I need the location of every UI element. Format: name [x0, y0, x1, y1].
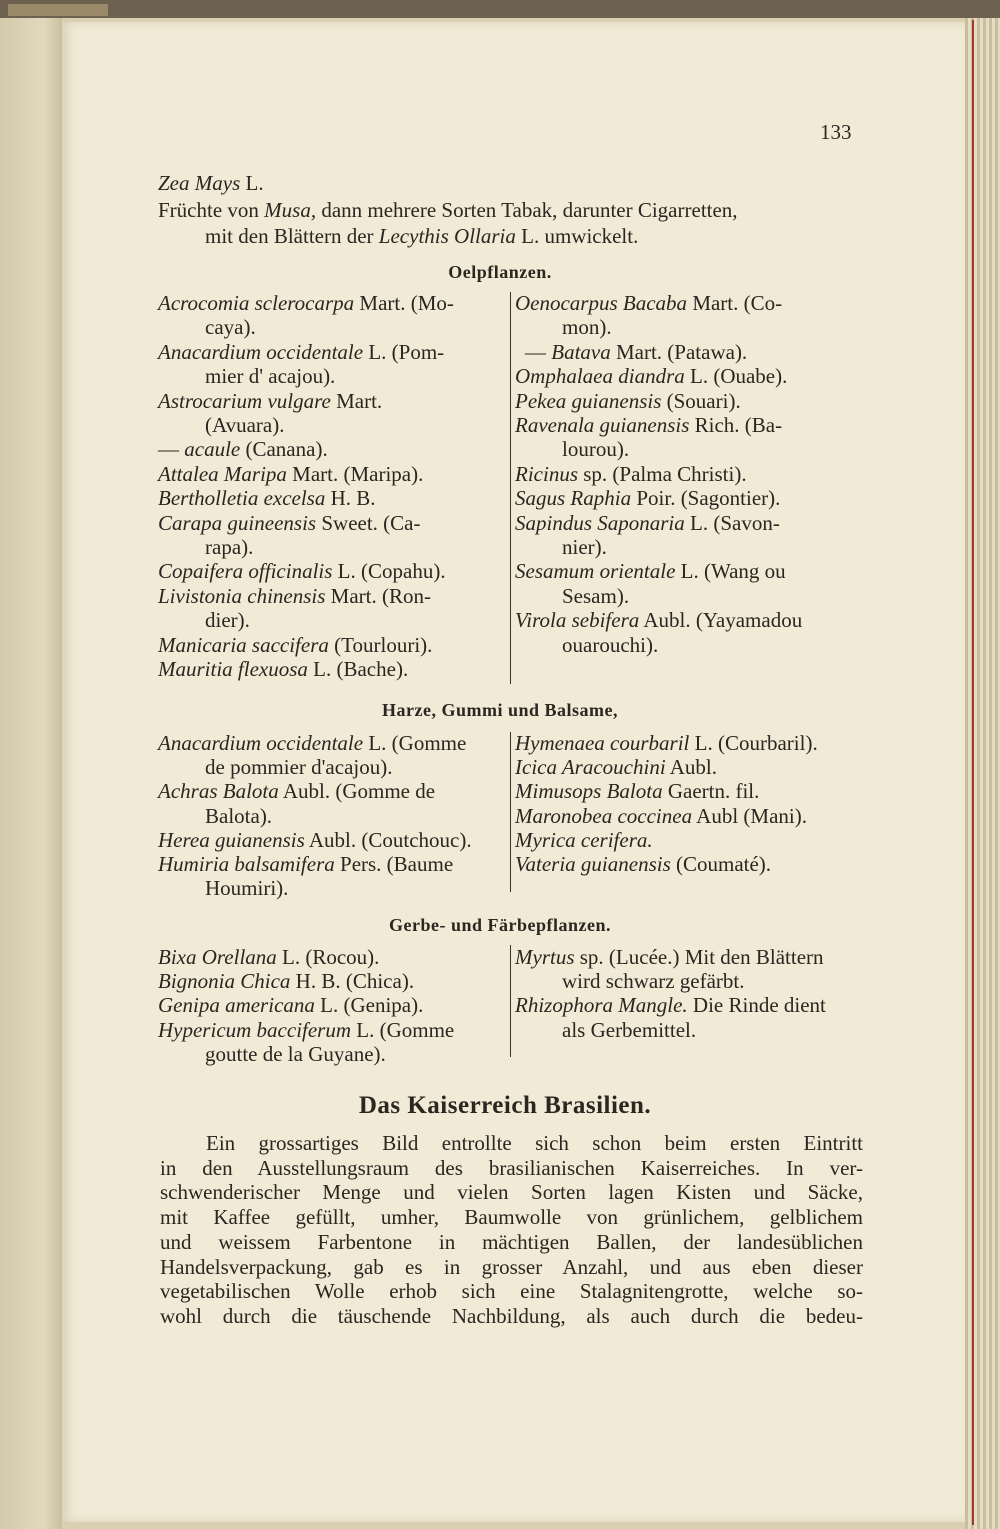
intro-line	[205, 223, 638, 249]
latin-name: Attalea Maripa	[158, 461, 287, 486]
entry-right	[515, 607, 802, 633]
plain-text: H. B. (Chica).	[290, 969, 415, 994]
plain-text: Mart. (Mo-	[354, 291, 454, 315]
plain-text: L. (Gomme	[363, 731, 467, 755]
red-page-edge	[972, 20, 974, 1525]
paragraph-line: Handelsverpackung, gab es in grosser Anzahl, und aus eben dieser	[160, 1254, 863, 1279]
entry-left	[158, 461, 423, 487]
entry-left	[158, 632, 432, 658]
plain-text: nier).	[562, 535, 607, 559]
latin-name: Copaifera officinalis	[158, 559, 333, 584]
latin-name: Hymenaea courbaril	[515, 731, 690, 755]
column-divider-gerbe	[510, 945, 511, 1057]
entry-right	[562, 583, 629, 609]
plain-text: ouarouchi).	[562, 632, 659, 657]
plain-text: Sesam).	[562, 583, 630, 608]
plain-text: L. (Bache).	[307, 657, 409, 681]
latin-name: Bertholletia excelsa	[158, 486, 326, 511]
entry-right	[515, 558, 786, 584]
plain-text: Sweet. (Ca-	[316, 510, 421, 535]
entry-right	[515, 290, 782, 316]
latin-name: Icica Aracouchini	[515, 755, 666, 780]
plain-text: —	[525, 339, 552, 364]
entry-right	[515, 461, 747, 487]
latin-name: Sesamum orientale	[515, 559, 676, 584]
section-title: Das Kaiserreich Brasilien.	[358, 1092, 652, 1119]
plain-text: Aubl. (Coutchouc).	[304, 827, 472, 852]
entry-right	[562, 632, 658, 658]
entry-left	[158, 436, 328, 462]
plain-text: L. umwickelt.	[515, 224, 639, 248]
latin-name: Ricinus	[515, 461, 578, 486]
heading-oelpflanzen: Oelpflanzen.	[448, 262, 552, 282]
entry-left	[158, 730, 466, 756]
paragraph-line: und weissem Farbentone in mächtigen Ballen, der landesüblichen	[160, 1229, 863, 1254]
column-divider-oel	[510, 292, 511, 684]
plain-text: Mart. (Co-	[687, 291, 783, 315]
plain-text: mit den Blättern der	[205, 224, 379, 248]
plain-text: goutte de la Guyane).	[205, 1041, 386, 1066]
plain-text: dier).	[205, 608, 250, 633]
plain-text: Früchte von	[158, 198, 265, 222]
plain-text: L. (Rocou).	[276, 945, 380, 969]
page-edges	[965, 18, 1000, 1529]
entry-left	[158, 388, 382, 414]
entry-left	[205, 314, 256, 340]
plain-text: Aubl.	[665, 755, 717, 780]
latin-name: Omphalaea diandra	[515, 364, 685, 389]
entry-left	[158, 656, 408, 682]
entry-left	[158, 339, 444, 365]
plain-text: sp. (Lucée.) Mit den Blättern	[574, 945, 824, 969]
latin-name: Musa,	[264, 198, 317, 222]
plain-text: mon).	[562, 315, 612, 340]
latin-name: Herea guianensis	[158, 827, 305, 852]
entry-right	[515, 827, 653, 853]
entry-left	[158, 290, 454, 316]
paragraph-line: in den Ausstellungsraum des brasilianischen Kaiserreiches. In ver-	[160, 1155, 863, 1180]
plain-text: L. (Gomme	[351, 1017, 455, 1042]
entry-left	[158, 968, 414, 994]
plain-text: Aubl. (Yayamadou	[639, 608, 803, 633]
plain-text: Mart. (Ron-	[325, 583, 431, 608]
latin-name: acaule	[184, 437, 241, 462]
latin-name: Sapindus Saponaria	[515, 510, 685, 535]
latin-name: Bignonia Chica	[158, 969, 291, 994]
plain-text: Houmiri).	[205, 876, 289, 901]
spine-decoration	[8, 4, 108, 16]
latin-name: Manicaria saccifera	[158, 632, 329, 657]
latin-name: Carapa guineensis	[158, 510, 317, 535]
plain-text: Poir. (Sagontier).	[631, 486, 781, 511]
plain-text: de pommier d'acajou).	[205, 755, 393, 780]
latin-name: Rhizophora Mangle.	[515, 993, 688, 1018]
plain-text: Aubl. (Gomme de	[278, 779, 436, 804]
plain-text: (Avuara).	[205, 413, 285, 437]
entry-left	[205, 607, 250, 633]
heading-harze-gummi-balsame: Harze, Gummi und Balsame,	[382, 700, 618, 720]
plain-text: L. (Pom-	[363, 339, 445, 364]
latin-name: Acrocomia sclerocarpa	[158, 291, 355, 315]
latin-name: Myrtus	[515, 945, 575, 969]
entry-left	[158, 485, 376, 511]
paragraph-line: mit Kaffee gefüllt, umher, Baumwolle von grünlichem, gelblichem	[160, 1205, 863, 1230]
latin-name: Myrica cerifera.	[515, 827, 653, 852]
plain-text: (Tourlouri).	[328, 632, 433, 657]
entry-right	[562, 534, 607, 560]
plain-text: L.	[240, 171, 264, 195]
latin-name: Livistonia chinensis	[158, 583, 326, 608]
plain-text: rapa).	[205, 535, 254, 559]
latin-name: Bixa Orellana	[158, 945, 277, 969]
latin-name: Astrocarium vulgare	[158, 388, 331, 413]
plain-text: Aubl (Mani).	[692, 803, 807, 828]
entry-left	[158, 510, 420, 536]
entry-right	[515, 992, 826, 1018]
plain-text: sp. (Palma Christi).	[578, 461, 747, 486]
intro-line	[158, 197, 738, 223]
paragraph-line: schwenderischer Menge und vielen Sorten lagen Kisten und Säcke,	[160, 1180, 863, 1205]
plain-text: Mart.	[330, 388, 383, 413]
entry-right	[562, 436, 629, 462]
column-divider-harze	[510, 732, 511, 892]
book-top-edge	[0, 0, 1000, 18]
latin-name: Maronobea coccinea	[515, 803, 693, 828]
intro-line	[158, 170, 264, 196]
plain-text: als Gerbemittel.	[562, 1017, 697, 1042]
entry-left	[205, 412, 284, 438]
plain-text: (Souari).	[661, 388, 741, 413]
heading-gerbe-faerbepflanzen: Gerbe- und Färbepflanzen.	[389, 915, 611, 935]
plain-text: lourou).	[562, 437, 630, 462]
entry-right	[515, 778, 759, 804]
plain-text: Mart. (Patawa).	[610, 339, 748, 364]
page-number: 133	[820, 120, 852, 144]
latin-name: Pekea guianensis	[515, 388, 662, 413]
paragraph-line: wohl durch die täuschende Nachbildung, als auch durch die bedeu-	[160, 1303, 863, 1328]
latin-name: Oenocarpus Bacaba	[515, 291, 688, 315]
entry-left	[158, 558, 446, 584]
entry-left	[158, 827, 472, 853]
plain-text: L. (Ouabe).	[684, 364, 788, 389]
latin-name: Vateria guianensis	[515, 852, 671, 876]
latin-name: Anacardium occidentale	[158, 731, 364, 755]
entry-left	[205, 754, 392, 780]
latin-name: Lecythis Ollaria	[378, 224, 516, 248]
plain-text: —	[158, 437, 185, 462]
plain-text: L. (Genipa).	[314, 993, 424, 1018]
latin-name: Hypericum bacciferum	[158, 1017, 352, 1042]
entry-right	[515, 944, 824, 970]
plain-text: L. (Copahu).	[332, 559, 446, 584]
plain-text: wird schwarz gefärbt.	[562, 969, 745, 994]
plain-text: Rich. (Ba-	[689, 413, 783, 437]
plain-text: Gaertn. fil.	[662, 779, 760, 804]
plain-text: L. (Savon-	[684, 510, 780, 535]
entry-right	[515, 754, 717, 780]
latin-name: Mimusops Balota	[515, 779, 663, 804]
latin-name: Mauritia flexuosa	[158, 657, 308, 681]
entry-right	[562, 1017, 696, 1043]
entry-right	[515, 363, 787, 389]
latin-name: Anacardium occidentale	[158, 339, 364, 364]
plain-text: mier d' acajou).	[205, 364, 336, 389]
latin-name: Genipa americana	[158, 993, 315, 1018]
plain-text: (Coumaté).	[670, 852, 772, 876]
latin-name: Sagus Raphia	[515, 486, 632, 511]
entry-right	[515, 412, 782, 438]
plain-text: (Canana).	[240, 437, 328, 462]
entry-left	[158, 992, 423, 1018]
entry-left	[205, 534, 253, 560]
latin-name: Achras Balota	[158, 779, 279, 804]
entry-left	[158, 1017, 454, 1043]
entry-left	[205, 363, 335, 389]
book-spine	[0, 0, 62, 1529]
plain-text: L. (Courbaril).	[689, 731, 818, 755]
entry-right	[562, 314, 612, 340]
latin-name: Ravenala guianensis	[515, 413, 690, 437]
entry-right	[515, 388, 741, 414]
entry-right	[562, 968, 745, 994]
plain-text: Mart. (Maripa).	[286, 461, 424, 486]
entry-left	[205, 1041, 386, 1067]
plain-text: H. B.	[325, 486, 376, 511]
entry-left	[158, 583, 431, 609]
entry-right	[515, 730, 818, 756]
plain-text: dann mehrere Sorten Tabak, darunter Cigarretten,	[316, 198, 738, 222]
plain-text: Balota).	[205, 803, 273, 828]
plain-text: L. (Wang ou	[675, 559, 786, 584]
latin-name: Virola sebifera	[515, 608, 640, 633]
paragraph-line: vegetabilischen Wolle erhob sich eine Stalagnitengrotte, welche so-	[160, 1279, 863, 1304]
entry-left	[205, 875, 288, 901]
entry-left	[158, 944, 379, 970]
entry-left	[158, 851, 453, 877]
entry-left	[158, 778, 435, 804]
plain-text: Die Rinde dient	[687, 993, 826, 1018]
entry-right	[525, 339, 747, 365]
latin-name: Humiria balsamifera	[158, 852, 335, 876]
plain-text: caya).	[205, 315, 256, 340]
entry-right	[515, 851, 771, 877]
paragraph-line: Ein grossartiges Bild entrollte sich schon beim ersten Eintritt	[206, 1131, 863, 1155]
latin-name: Batava	[551, 339, 611, 364]
entry-left	[205, 803, 272, 829]
entry-right	[515, 510, 780, 536]
entry-right	[515, 485, 780, 511]
plain-text: Pers. (Baume	[334, 852, 454, 876]
latin-name: Zea Mays	[158, 171, 241, 195]
entry-right	[515, 803, 807, 829]
